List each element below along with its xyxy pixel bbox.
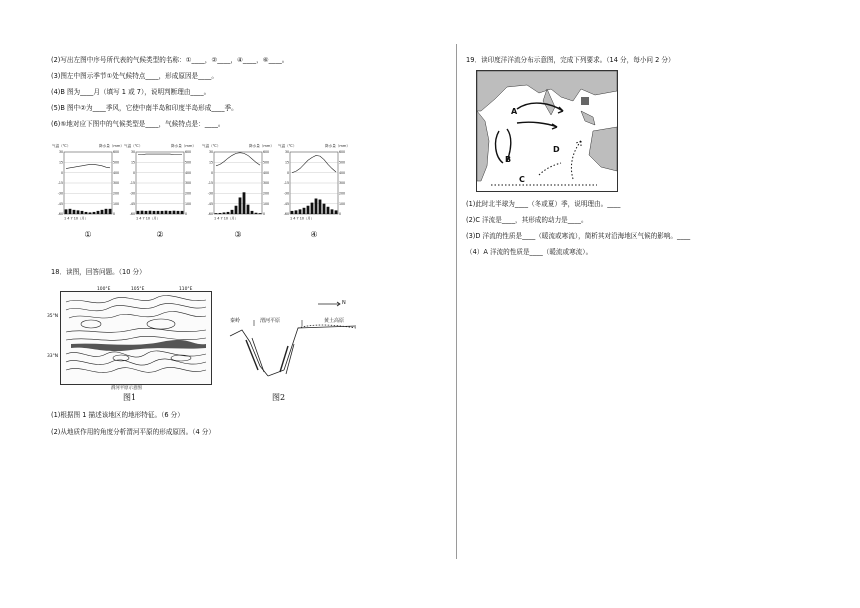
right-tick-label: 0 [113,212,116,217]
precip-bar [327,207,330,214]
right-tick-label: 300 [263,181,270,186]
precip-bar [323,204,326,214]
right-tick-label: 0 [339,212,342,217]
right-tick-label: 500 [263,160,270,165]
precip-bar [141,211,144,214]
precip-bar [223,212,226,214]
precip-bar [177,211,180,214]
fig1-lat-1: 35°N [47,314,59,319]
left-tick-label: -60 [129,212,135,217]
precip-bar [295,210,298,214]
climate-chart-4-svg [278,142,350,224]
right-tick-label: 400 [339,170,346,175]
precip-bar [243,192,246,214]
temperature-line [216,153,260,166]
precip-bar [215,213,218,214]
fig1-lon-1: 100°E [97,287,111,292]
left-tick-label: 30 [284,150,289,155]
left-tick-label: -30 [129,191,135,196]
precip-bar [77,210,80,214]
precip-bar [231,210,234,214]
precip-bar [153,211,156,214]
left-tick-label: 15 [208,160,213,165]
right-tick-label: 600 [339,150,346,155]
q-line-6: (6)⑤地对应下图中的气候类型是____，气候特点是：____。 [51,120,225,128]
precip-bar [149,211,152,214]
precip-bar [145,211,148,214]
temperature-line [138,154,182,155]
right-tick-label: 100 [263,201,270,206]
climate-chart-4-number: ④ [310,230,318,239]
left-tick-label: 30 [130,150,135,155]
temperature-line [66,164,110,168]
precip-bar [89,212,92,214]
chart-header-temp: 气温（℃） [52,144,71,148]
right-tick-label: 200 [113,191,120,196]
precip-bar [157,211,160,214]
precip-bar [173,211,176,214]
precip-bar [73,210,76,214]
right-tick-label: 400 [113,170,120,175]
map-label-c: C [519,175,525,184]
right-tick-label: 300 [185,181,192,186]
q-line-5: (5)B 图中②为____季风，它使中南半岛和印度半岛形成____季。 [51,104,238,112]
precip-bar [101,210,104,214]
climate-chart-3-number: ③ [234,230,242,239]
precip-bar [315,199,318,215]
q18-2: (2)从地质作用的角度分析渭河平原的形成原因。（4 分） [51,428,215,436]
chart-header-precip: 降水量（mm） [249,144,274,148]
figure-1-topographic-map [47,287,212,391]
precip-bar [239,197,242,214]
left-tick-label: -60 [283,212,289,217]
chart-header-precip: 降水量（mm） [99,144,124,148]
left-tick-label: -45 [283,201,289,206]
precip-bar [219,213,222,214]
left-tick-label: -15 [207,181,213,186]
chart-header-precip: 降水量（mm） [325,144,350,148]
fig1-legend: 渭河平原示意图 [111,386,142,391]
map-label-d: D [553,145,560,154]
precip-bar [69,209,72,214]
precip-bar [331,209,334,214]
right-tick-label: 200 [263,191,270,196]
climate-chart-1-svg [52,142,124,224]
chart-header-precip: 降水量（mm） [171,144,196,148]
left-tick-label: -45 [57,201,63,206]
left-tick-label: -45 [129,201,135,206]
chart-header-temp: 气温（℃） [278,144,297,148]
right-tick-label: 100 [113,201,120,206]
left-tick-label: -30 [207,191,213,196]
precip-bar [307,206,310,214]
right-tick-label: 400 [185,170,192,175]
q19-2: (2)C 洋流是____，其形成的动力是____。 [466,216,588,224]
precip-bar [311,203,314,214]
left-tick-label: -30 [283,191,289,196]
right-tick-label: 500 [339,160,346,165]
precip-bar [81,211,84,214]
left-tick-label: 15 [284,160,289,165]
left-tick-label: -15 [129,181,135,186]
right-tick-label: 200 [185,191,192,196]
precip-bar [65,209,68,214]
ocean-map-drawing [477,71,617,191]
left-tick-label: 0 [132,170,135,175]
right-tick-label: 100 [185,201,192,206]
precip-bar [235,206,238,214]
right-tick-label: 100 [339,201,346,206]
left-tick-label: -15 [283,181,289,186]
right-tick-label: 400 [263,170,270,175]
climate-chart-3-svg [202,142,274,224]
q-line-2: (2)写出左图中序号所代表的气候类型的名称：①____，②____，④____，⑥____。 [51,56,289,64]
right-tick-label: 500 [113,160,120,165]
climate-chart-2-number: ② [156,230,164,239]
precip-bar [259,213,262,214]
fig2-label-weihe: 渭河平原 [260,318,281,324]
figure-2-caption: 图2 [272,393,286,402]
precip-bar [93,212,96,214]
month-axis-label: 1 4 7 10（月） [290,216,315,221]
left-tick-label: 30 [58,150,63,155]
climate-chart-2 [124,142,196,242]
fig1-lat-2: 33°N [47,354,59,359]
climate-chart-1-number: ① [84,230,92,239]
left-tick-label: -60 [207,212,213,217]
left-tick-label: 30 [208,150,213,155]
precip-bar [165,211,168,214]
left-tick-label: -30 [57,191,63,196]
chart-header-temp: 气温（℃） [202,144,221,148]
figure-2-cross-section [228,300,358,380]
climate-chart-1 [52,142,124,242]
right-tick-label: 500 [185,160,192,165]
left-tick-label: 15 [58,160,63,165]
q19-1: (1)此时北半球为____（冬或夏）季，说明理由。____ [466,200,621,208]
precip-bar [335,210,338,214]
right-tick-label: 300 [339,181,346,186]
fig1-lon-2: 105°E [131,287,145,292]
precip-bar [299,209,302,214]
precip-bar [109,209,112,214]
fig2-label-loess: 黄土高原 [324,318,345,324]
fig1-lon-3: 110°E [179,287,193,292]
left-tick-label: -60 [57,212,63,217]
precip-bar [169,211,172,214]
q-line-3: (3)图左中图示季节①处气候特点____，形成原因是____。 [51,72,218,80]
topographic-contours [61,292,211,384]
precip-bar [319,200,322,214]
chart-header-temp: 气温（℃） [124,144,143,148]
left-tick-label: 0 [60,170,63,175]
climate-chart-2-svg [124,142,196,224]
fig2-label-qinling: 秦岭 [230,318,241,324]
q-line-4: (4)B 图为____月（填写 1 或 7），说明判断理由____。 [51,88,211,96]
left-tick-label: 15 [130,160,135,165]
right-tick-label: 0 [185,212,188,217]
month-axis-label: 1 4 7 10（月） [136,216,161,221]
q19-4: （4）A 洋流的性质是____（暖流或寒流）。 [466,248,593,256]
temperature-line [292,155,336,172]
left-tick-label: 0 [286,170,289,175]
precip-bar [291,211,294,214]
map-label-b: B [505,155,512,164]
q18-title: 18．读图，回答问题。（10 分） [51,268,146,276]
indian-ocean-current-map [476,70,618,192]
q19-title: 19．读印度洋洋流分布示意图，完成下列要求。（14 分，每小问 2 分） [466,56,675,64]
month-axis-label: 1 4 7 10（月） [214,216,239,221]
climate-chart-3 [202,142,274,242]
precip-bar [251,211,254,214]
precip-bar [105,209,108,214]
right-tick-label: 600 [113,150,120,155]
fig2-north-arrow-label: N [342,300,346,306]
precip-bar [137,211,140,214]
left-tick-label: 0 [210,170,213,175]
cross-section-drawing [228,300,358,380]
month-axis-label: 1 4 7 10（月） [64,216,89,221]
precip-bar [227,212,230,214]
column-divider [456,44,457,559]
q18-1: (1)根据图 1 描述该地区的地形特征。（6 分） [51,411,184,419]
climate-chart-4 [278,142,350,242]
right-tick-label: 600 [263,150,270,155]
precip-bar [255,213,258,214]
precip-bar [85,212,88,214]
precip-bar [161,211,164,214]
right-tick-label: 300 [113,181,120,186]
q19-3: (3)D 洋流的性质是____（暖流或寒流），简析其对沿海地区气候的影响。____ [466,232,691,240]
right-tick-label: 600 [185,150,192,155]
right-tick-label: 0 [263,212,266,217]
figure-1-caption: 图1 [123,393,137,402]
left-tick-label: -45 [207,201,213,206]
precip-bar [303,208,306,214]
map-label-a: A [511,107,518,116]
right-tick-label: 200 [339,191,346,196]
left-tick-label: -15 [57,181,63,186]
precip-bar [181,211,184,214]
precip-bar [97,211,100,214]
precip-bar [247,205,250,214]
